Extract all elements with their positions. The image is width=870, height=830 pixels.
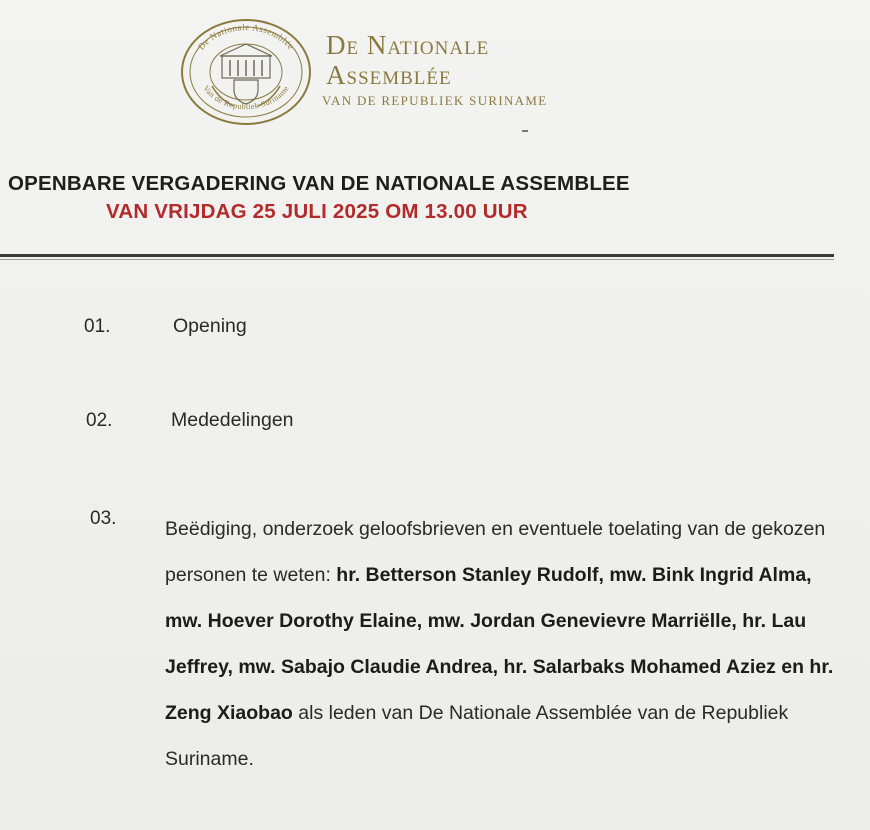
svg-text:De Nationale Assemblée: De Nationale Assemblée bbox=[195, 21, 297, 52]
elected-members-names: hr. Betterson Stanley Rudolf, mw. Bink Ingrid Alma, mw. Hoever Dorothy Elaine, mw. Jordan Genevievre Marriëlle, hr. Lau Jeffrey, mw. Sabajo Claudie Andrea, hr. Salarbaks Mohamed Aziez en hr. Zeng Xiaobao bbox=[165, 564, 834, 724]
agenda-item-outro: als leden van De Nationale Assemblée van de Republiek Suriname. bbox=[165, 702, 789, 770]
header-rule bbox=[0, 254, 834, 257]
agenda-item-number: 01. bbox=[84, 316, 111, 337]
org-name-line2: Assemblée bbox=[326, 60, 452, 90]
national-assembly-seal-icon bbox=[178, 16, 314, 128]
agenda-item-mededelingen: Mededelingen bbox=[171, 409, 294, 431]
agenda-item-number: 03. bbox=[90, 508, 117, 529]
header-rule-thin bbox=[0, 259, 834, 260]
agenda-item-intro: Beëdiging, onderzoek geloofsbrieven en eventuele toelating van de gekozen personen te weten: bbox=[165, 518, 826, 586]
agenda-item-opening: Opening bbox=[173, 315, 247, 337]
agenda-item-beediging bbox=[165, 506, 845, 782]
divider-mark bbox=[522, 130, 528, 132]
org-name-line1: De Nationale bbox=[326, 30, 490, 60]
meeting-date: VAN VRIJDAG 25 JULI 2025 OM 13.00 UUR bbox=[106, 200, 528, 223]
page-title: OPENBARE VERGADERING VAN DE NATIONALE ASSEMBLEE bbox=[8, 172, 630, 195]
svg-text:Van de Republiek Suriname: Van de Republiek Suriname bbox=[201, 83, 291, 112]
org-subtitle: VAN DE REPUBLIEK SURINAME bbox=[322, 93, 548, 108]
agenda-item-number: 02. bbox=[86, 410, 113, 431]
